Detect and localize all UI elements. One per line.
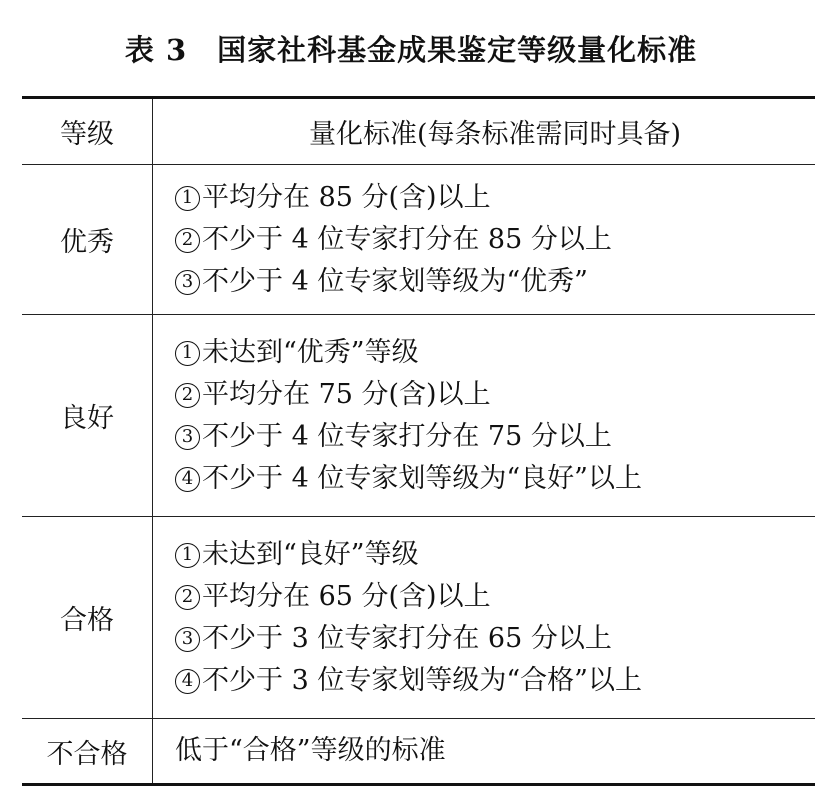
circled-number-marker: 3 <box>175 425 200 450</box>
circled-number-marker: 3 <box>175 270 200 295</box>
criterion-item <box>175 261 815 303</box>
criterion-text: 不少于 3 位专家打分在 65 分以上 <box>202 622 612 654</box>
criterion-text: 不少于 4 位专家打分在 75 分以上 <box>202 420 612 452</box>
header-grade-cell: 等级 <box>22 98 153 165</box>
table-body <box>22 98 815 785</box>
criterion-item <box>175 416 815 458</box>
criterion-item <box>175 332 815 374</box>
table-row <box>22 517 815 719</box>
circled-number-marker: 4 <box>175 669 200 694</box>
grade-cell: 合格 <box>22 517 153 719</box>
criteria-cell <box>153 165 816 315</box>
criterion-item <box>175 576 815 618</box>
table-title-text: 国家社科基金成果鉴定等级量化标准 <box>217 33 698 67</box>
table-row <box>22 719 815 785</box>
criteria-cell <box>153 517 816 719</box>
criterion-item <box>175 374 815 416</box>
criteria-cell <box>153 719 816 785</box>
circled-number-marker: 1 <box>175 186 200 211</box>
criterion-text: 不少于 4 位专家打分在 85 分以上 <box>202 223 612 255</box>
criterion-text: 低于“合格”等级的标准 <box>175 735 446 766</box>
circled-number-marker: 1 <box>175 543 200 568</box>
criterion-item <box>175 660 815 702</box>
criterion-item <box>175 730 815 772</box>
criterion-item <box>175 534 815 576</box>
grade-cell: 良好 <box>22 315 153 517</box>
criterion-text: 未达到“优秀”等级 <box>202 336 419 368</box>
table-row <box>22 165 815 315</box>
circled-number-marker: 2 <box>175 585 200 610</box>
criterion-item <box>175 219 815 261</box>
criterion-text: 不少于 4 位专家划等级为“良好”以上 <box>202 462 642 494</box>
grade-cell: 优秀 <box>22 165 153 315</box>
table-title <box>0 30 822 70</box>
criterion-text: 不少于 3 位专家划等级为“合格”以上 <box>202 664 642 696</box>
criteria-cell <box>153 315 816 517</box>
grade-cell: 不合格 <box>22 719 153 785</box>
criterion-text: 不少于 4 位专家划等级为“优秀” <box>202 265 588 297</box>
criterion-text: 平均分在 85 分(含)以上 <box>202 181 491 213</box>
table-row <box>22 315 815 517</box>
grade-standards-table <box>22 96 815 786</box>
circled-number-marker: 2 <box>175 228 200 253</box>
criterion-item <box>175 458 815 500</box>
circled-number-marker: 4 <box>175 467 200 492</box>
header-row <box>22 98 815 165</box>
header-criteria-cell: 量化标准(每条标准需同时具备) <box>153 98 816 165</box>
criterion-text: 未达到“良好”等级 <box>202 538 419 570</box>
circled-number-marker: 1 <box>175 341 200 366</box>
circled-number-marker: 3 <box>175 627 200 652</box>
criterion-text: 平均分在 75 分(含)以上 <box>202 378 491 410</box>
criterion-item <box>175 618 815 660</box>
table-number: 表 3 <box>124 33 188 67</box>
criterion-item <box>175 177 815 219</box>
criterion-text: 平均分在 65 分(含)以上 <box>202 580 491 612</box>
circled-number-marker: 2 <box>175 383 200 408</box>
